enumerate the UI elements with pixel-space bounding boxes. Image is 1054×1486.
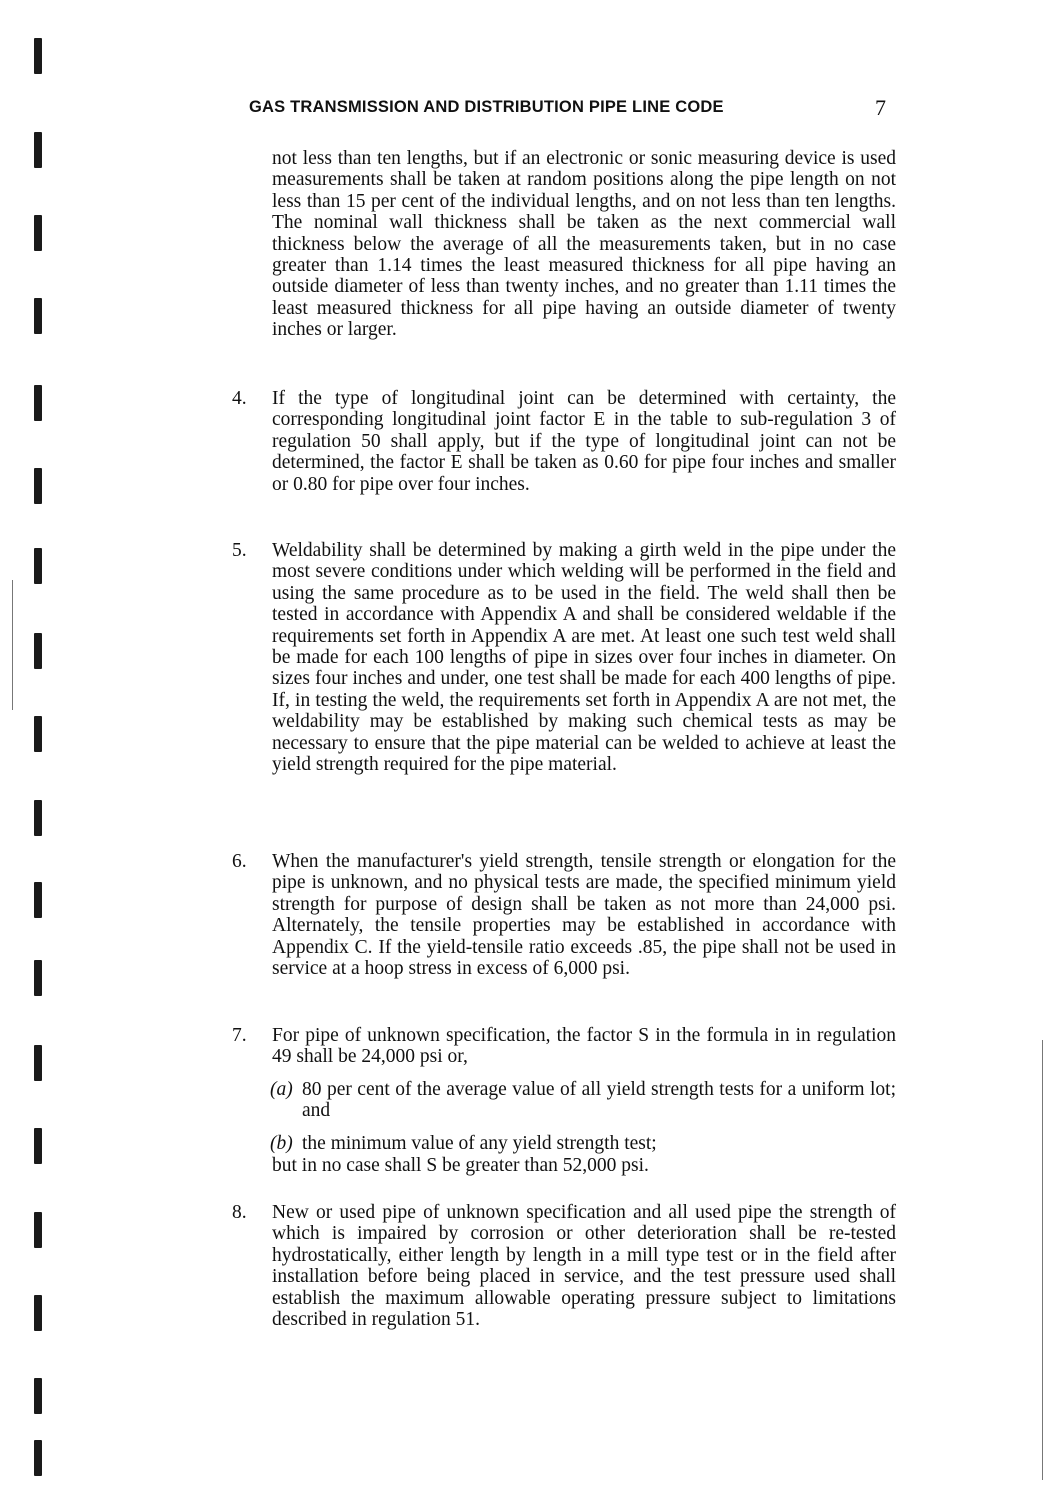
paragraph-7: For pipe of unknown specification, the factor S in the formula in in regulation 49 shall be 24,000 psi or,	[272, 1025, 896, 1068]
binding-hole	[34, 800, 42, 836]
binding-hole	[34, 215, 42, 251]
running-header: GAS TRANSMISSION AND DISTRIBUTION PIPE LINE CODE	[249, 98, 724, 116]
page-number: 7	[875, 95, 886, 120]
item-7b-label: (b)	[270, 1133, 293, 1154]
scan-edge-line	[1042, 1040, 1043, 1480]
binding-hole	[34, 1295, 42, 1331]
item-7a-text: 80 per cent of the average value of all yield strength tests for a uniform lot; and	[302, 1079, 896, 1122]
paragraph-8: New or used pipe of unknown specification and all used pipe the strength of which is impaired by corrosion or other deterioration shall be re-tested hydrostatically, either length by length in a mill type test or in the field after installation before being placed in service, and the test pressure used shall establish the maximum allowable operating pressure subject to limitations described in regulation 51.	[272, 1202, 896, 1331]
binding-hole	[34, 385, 42, 421]
item-number-5: 5.	[232, 540, 247, 561]
item-number-8: 8.	[232, 1202, 247, 1223]
binding-hole	[34, 132, 42, 168]
binding-hole	[34, 633, 42, 669]
binding-hole	[34, 1128, 42, 1164]
paragraph-6: When the manufacturer's yield strength, tensile strength or elongation for the pipe is unknown, and no physical tests are made, the specified minimum yield strength for purpose of design shall be taken as not more than 24,000 psi. Alternately, the tensile properties may be established in accordance with Appendix C. If the yield-tensile ratio exceeds .85, the pipe shall not be used in service at a hoop stress in excess of 6,000 psi.	[272, 851, 896, 980]
binding-hole	[34, 882, 42, 918]
binding-hole	[34, 38, 42, 74]
paragraph-5: Weldability shall be determined by making a girth weld in the pipe under the most severe conditions under which welding will be performed in the field and using the same procedure as to be used in the field. The weld shall then be tested in accordance with Appendix A and shall be considered weldable if the requirements set forth in Appendix A are met. At least one such test weld shall be made for each 100 lengths of pipe in sizes over four inches in diameter. On sizes four inches and under, one test shall be made for each 400 lengths of pipe. If, in testing the weld, the requirements set forth in Appendix A are not met, the weldability may be established by making such chemical tests as may be necessary to ensure that the pipe material can be welded to achieve at least the yield strength required for the pipe material.	[272, 540, 896, 776]
item-7b-text: the minimum value of any yield strength test;	[302, 1133, 657, 1154]
binding-hole	[34, 716, 42, 752]
paragraph-4: If the type of longitudinal joint can be determined with certainty, the corresponding longitudinal joint factor E in the table to sub-regulation 3 of regulation 50 shall apply, but if the type of longitudinal joint can not be determined, the factor E shall be taken as 0.60 for pipe four inches and smaller or 0.80 for pipe over four inches.	[272, 388, 896, 495]
item-7a-label: (a)	[270, 1079, 293, 1100]
paragraph-3-continuation: not less than ten lengths, but if an electronic or sonic measuring device is used measurements shall be taken at random positions along the pipe length on not less than 15 per cent of the individual lengths, and on not less than ten lengths. The nominal wall thickness shall be taken as the next commercial wall thickness below the average of all the measurements taken, but in no case greater than 1.14 times the least measured thickness for all pipe having an outside diameter of less than twenty inches, and no greater than 1.11 times the least measured thickness for all pipe having an outside diameter of twenty inches or larger.	[272, 148, 896, 341]
binding-hole	[34, 548, 42, 584]
binding-hole	[34, 298, 42, 334]
item-number-6: 6.	[232, 851, 247, 872]
binding-hole	[34, 1440, 42, 1476]
binding-hole	[34, 960, 42, 996]
item-number-4: 4.	[232, 388, 247, 409]
item-number-7: 7.	[232, 1025, 247, 1046]
scan-edge-line	[12, 580, 13, 710]
binding-hole	[34, 1378, 42, 1414]
binding-hole	[34, 1212, 42, 1248]
binding-hole	[34, 468, 42, 504]
item-7-tail: but in no case shall S be greater than 52,000 psi.	[272, 1155, 649, 1176]
binding-hole	[34, 1045, 42, 1081]
